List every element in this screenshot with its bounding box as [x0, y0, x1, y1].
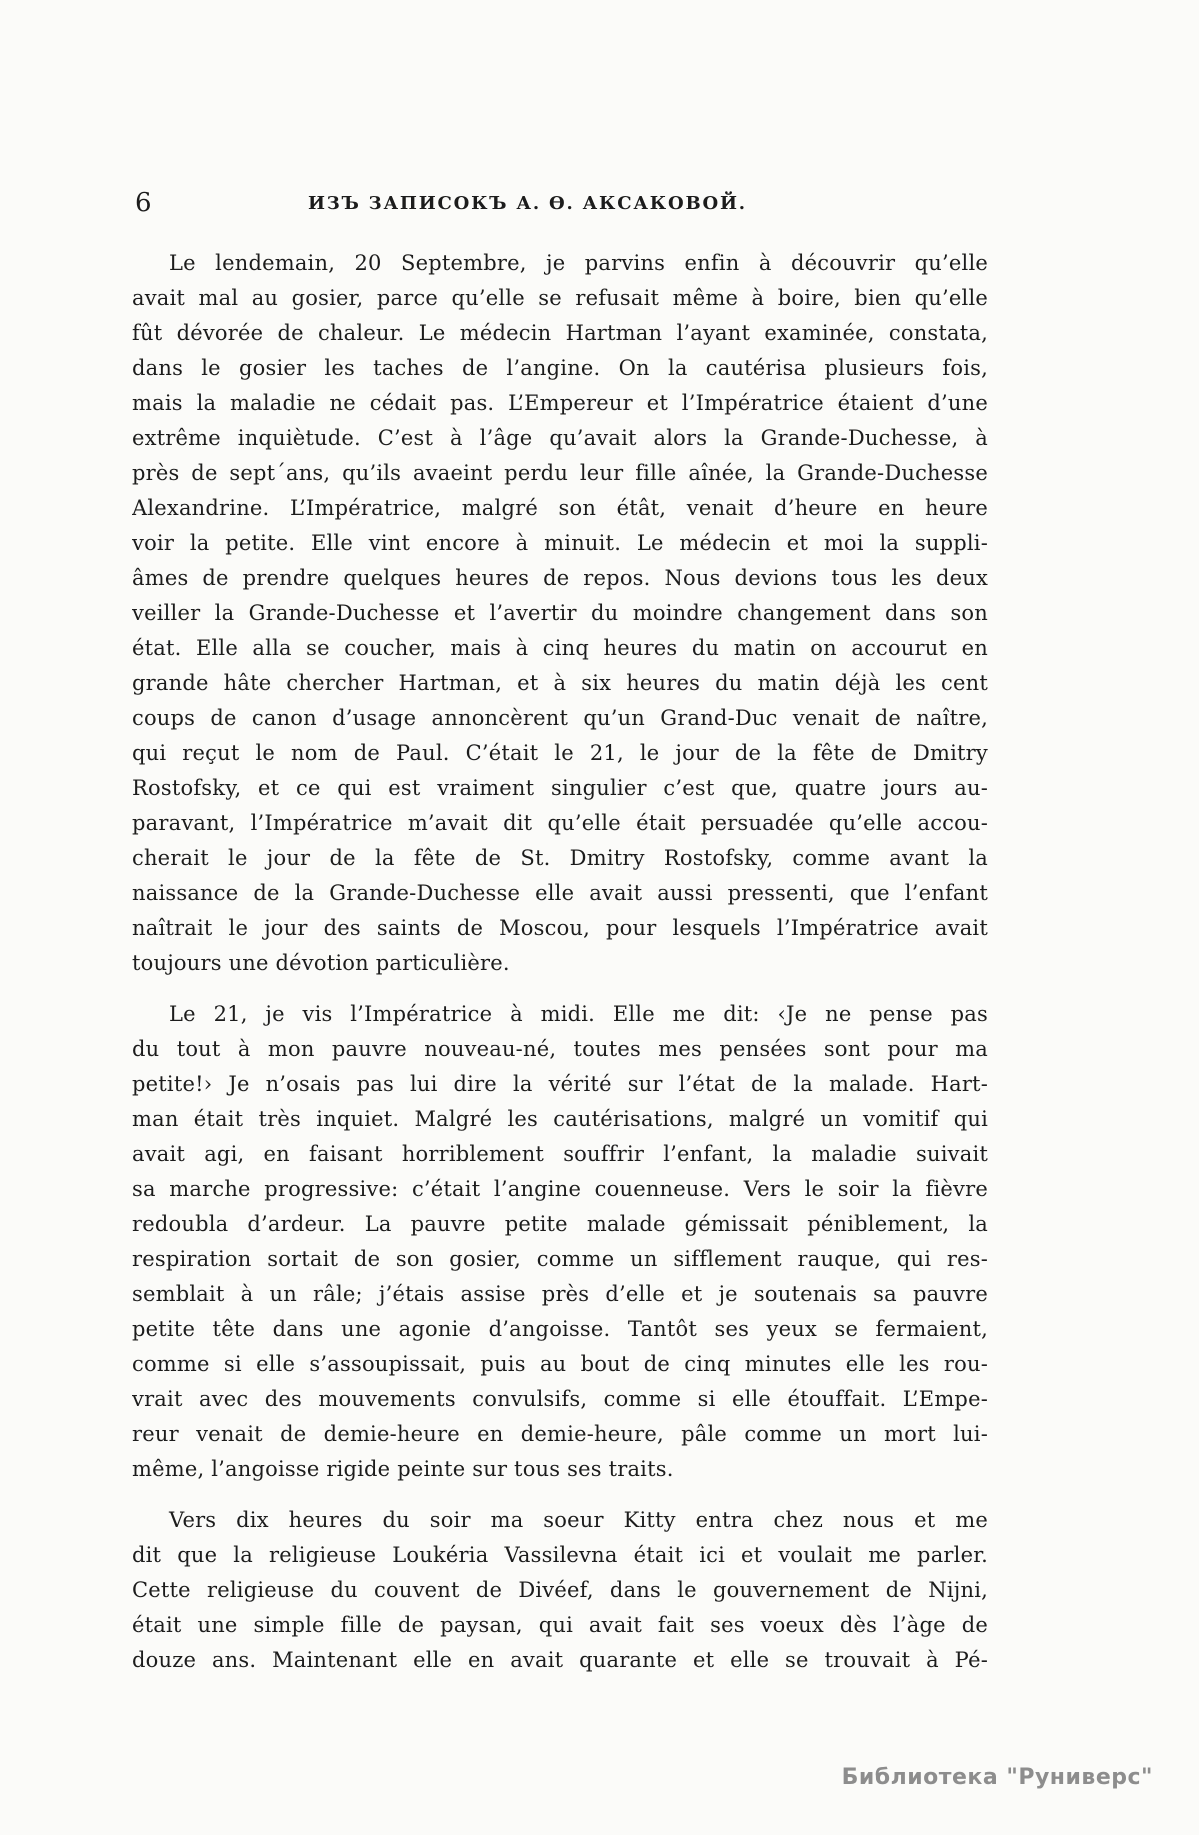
- text-line: avait mal au gosier, parce qu’elle se refusait même à boire, bien qu’elle: [132, 286, 988, 310]
- text-line: du tout à mon pauvre nouveau-né, toutes mes pensées sont pour ma: [132, 1037, 988, 1061]
- text-line: extrême inquiètude. C’est à l’âge qu’avait alors la Grande-Duchesse, à: [132, 426, 988, 450]
- text-line: naissance de la Grande-Duchesse elle avait aussi pressenti, que l’enfant: [132, 881, 988, 905]
- text-line: respiration sortait de son gosier, comme un sifflement rauque, qui res-: [132, 1247, 988, 1271]
- text-line: vrait avec des mouvements convulsifs, comme si elle étouffait. L’Empe-: [132, 1387, 988, 1411]
- page-header: [132, 188, 988, 219]
- text-line: veiller la Grande-Duchesse et l’avertir du moindre changement dans son: [132, 601, 988, 625]
- text-line: près de sept´ans, qu’ils avaeint perdu leur fille aînée, la Grande-Duchesse: [132, 461, 988, 485]
- text-line: dit que la religieuse Loukéria Vassilevna était ici et voulait me parler.: [132, 1543, 988, 1567]
- text-line: man était très inquiet. Malgré les cautérisations, malgré un vomitif qui: [132, 1107, 988, 1131]
- text-line: comme si elle s’assoupissait, puis au bout de cinq minutes elle les rou-: [132, 1352, 988, 1376]
- text-line: qui reçut le nom de Paul. C’était le 21, le jour de la fête de Dmitry: [132, 741, 988, 765]
- text-line: grande hâte chercher Hartman, et à six heures du matin déjà les cent: [132, 671, 988, 695]
- paragraph: [132, 246, 988, 981]
- text-line: toujours une dévotion particulière.: [132, 951, 510, 975]
- watermark: Библиотека "Руниверс": [841, 1765, 1153, 1790]
- text-line: Le lendemain, 20 Septembre, je parvins enfin à découvrir qu’elle: [169, 251, 988, 275]
- text-line: Le 21, je vis l’Impératrice à midi. Elle me dit: ‹Je ne pense pas: [169, 1002, 988, 1026]
- text-line: sa marche progressive: c’était l’angine couenneuse. Vers le soir la fièvre: [132, 1177, 988, 1201]
- paragraph: [132, 997, 988, 1487]
- text-line: petite!› Je n’osais pas lui dire la vérité sur l’état de la malade. Hart-: [132, 1072, 988, 1096]
- text-line: mais la maladie ne cédait pas. L’Empereur et l’Impératrice étaient d’une: [132, 391, 988, 415]
- text-line: cherait le jour de la fête de St. Dmitry Rostofsky, comme avant la: [132, 846, 988, 870]
- text-line: même, l’angoisse rigide peinte sur tous ses traits.: [132, 1457, 674, 1481]
- text-line: petite tête dans une agonie d’angoisse. Tantôt ses yeux se fermaient,: [132, 1317, 988, 1341]
- text-line: reur venait de demie-heure en demie-heure, pâle comme un mort lui-: [132, 1422, 988, 1446]
- text-line: voir la petite. Elle vint encore à minuit. Le médecin et moi la suppli-: [132, 531, 988, 555]
- text-line: Alexandrine. L’Impératrice, malgré son étât, venait d’heure en heure: [132, 496, 988, 520]
- text-line: dans le gosier les taches de l’angine. On la cautérisa plusieurs fois,: [132, 356, 988, 380]
- text-line: naîtrait le jour des saints de Moscou, pour lesquels l’Impératrice avait: [132, 916, 988, 940]
- text-line: redoubla d’ardeur. La pauvre petite malade gémissait péniblement, la: [132, 1212, 988, 1236]
- text-line: avait agi, en faisant horriblement souffrir l’enfant, la maladie suivait: [132, 1142, 988, 1166]
- text-line: semblait à un râle; j’étais assise près d’elle et je soutenais sa pauvre: [132, 1282, 988, 1306]
- text-line: fût dévorée de chaleur. Le médecin Hartman l’ayant examinée, constata,: [132, 321, 988, 345]
- running-head: ИЗЪ ЗАПИСОКЪ А. Ѳ. АКСАКОВОЙ.: [308, 193, 747, 214]
- paragraph: [132, 1503, 988, 1678]
- text-line: âmes de prendre quelques heures de repos. Nous devions tous les deux: [132, 566, 988, 590]
- text-line: état. Elle alla se coucher, mais à cinq heures du matin on accourut en: [132, 636, 988, 660]
- page-number: 6: [135, 188, 153, 218]
- text-line: Rostofsky, et ce qui est vraiment singulier c’est que, quatre jours au-: [132, 776, 988, 800]
- text-line: Cette religieuse du couvent de Divéef, dans le gouvernement de Nijni,: [132, 1578, 988, 1602]
- text-line: paravant, l’Impératrice m’avait dit qu’elle était persuadée qu’elle accou-: [132, 811, 988, 835]
- text-line: Vers dix heures du soir ma soeur Kitty entra chez nous et me: [169, 1508, 988, 1532]
- text-line: était une simple fille de paysan, qui avait fait ses voeux dès l’àge de: [132, 1613, 988, 1637]
- text-line: douze ans. Maintenant elle en avait quarante et elle se trouvait à Pé-: [132, 1648, 988, 1672]
- text-block: [132, 246, 988, 1678]
- text-line: coups de canon d’usage annoncèrent qu’un Grand-Duc venait de naître,: [132, 706, 988, 730]
